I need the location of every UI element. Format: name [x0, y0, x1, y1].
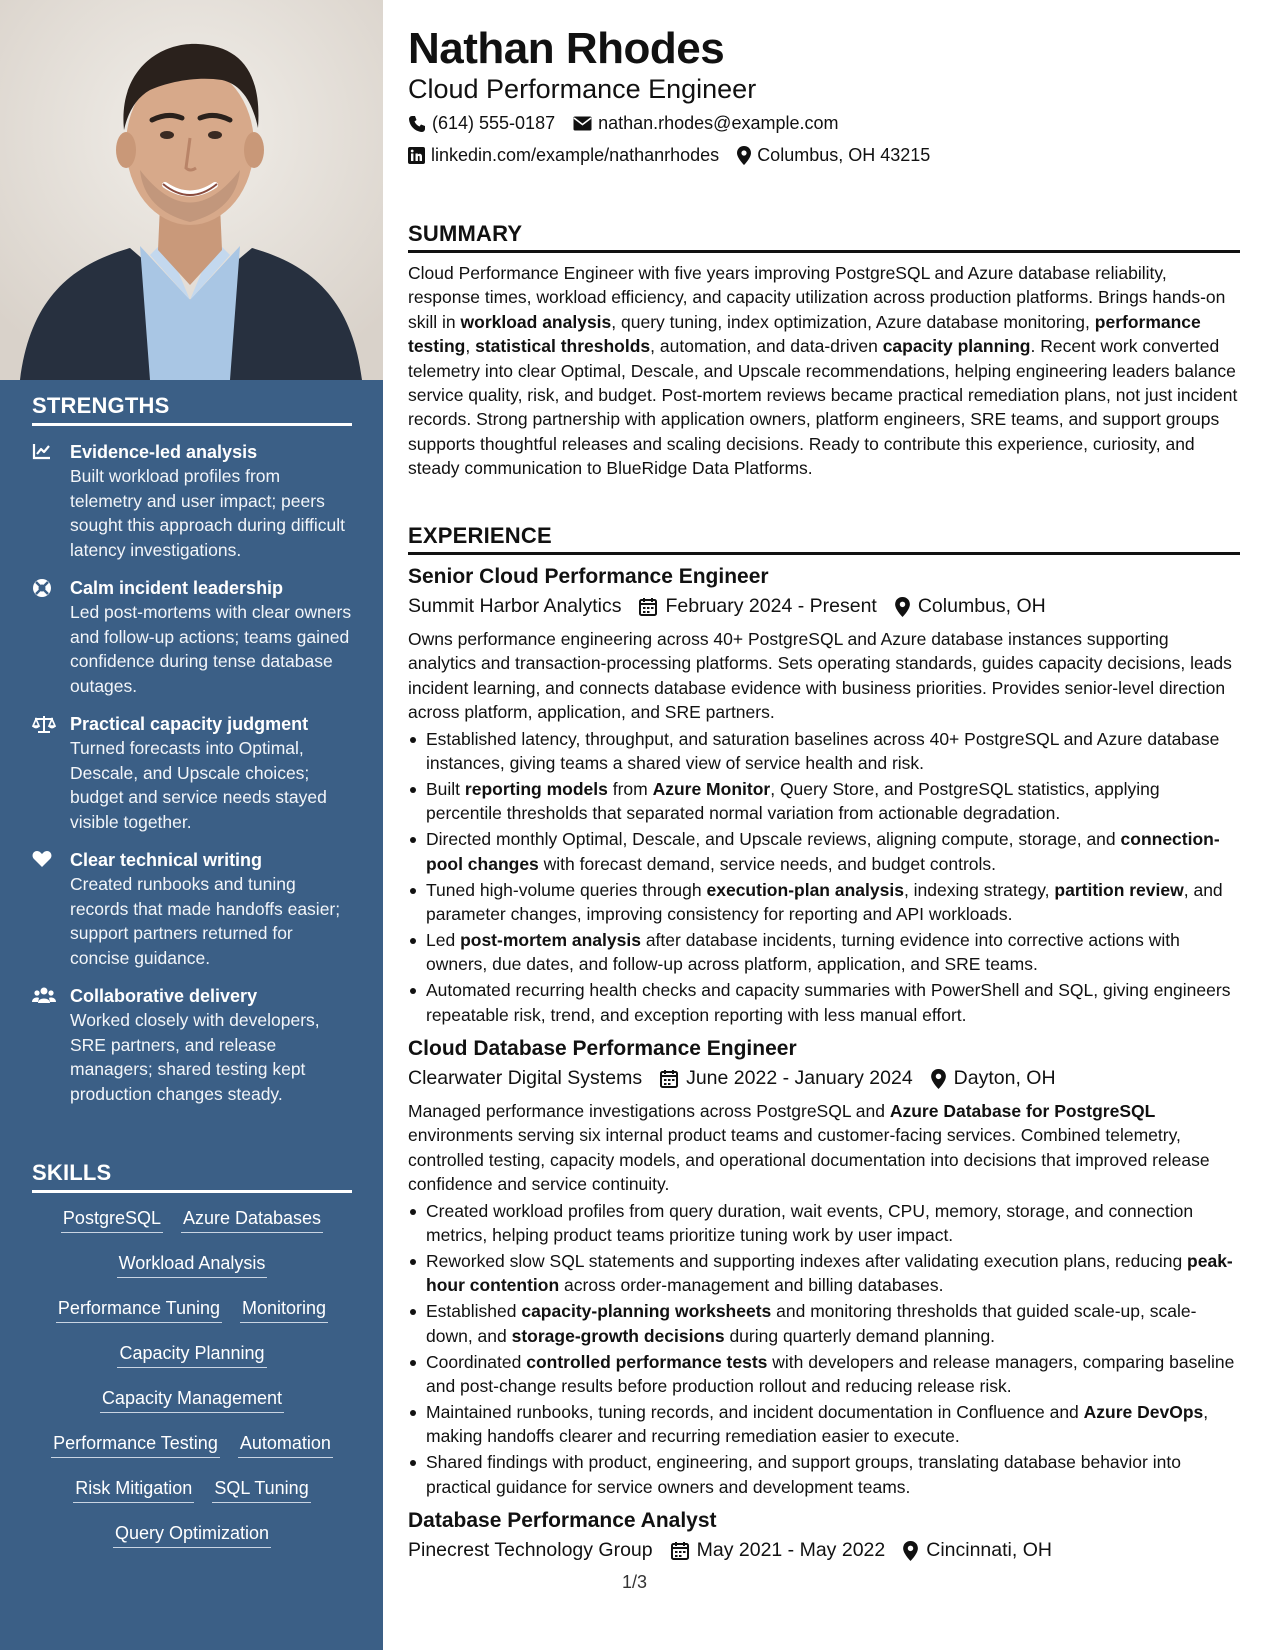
- phone-icon: [408, 115, 426, 133]
- job-description: Owns performance engineering across 40+ PostgreSQL and Azure database instances supporting analytics and transaction-processing platforms. Sets operating standards, guides capacity decisions, leads incident learning, and connects database evidence with business priorities. Provides senior-level direction across platform, application, and SRE partners.: [408, 629, 1232, 723]
- job-meta: [408, 1539, 1240, 1562]
- skill-tag: Monitoring: [240, 1295, 328, 1323]
- linkedin-link[interactable]: linkedin.com/example/nathanrhodes: [431, 145, 720, 165]
- skill-row: [32, 1340, 352, 1385]
- strength-title: Evidence-led analysis: [70, 442, 258, 462]
- location-text: Columbus, OH 43215: [757, 145, 931, 165]
- job-entry: [408, 1037, 1240, 1499]
- summary-text: Cloud Performance Engineer with five years improving PostgreSQL and Azure database reliability, response times, workload efficiency, and capacity utilization across production platforms. Brings hands-on skill in workload analysis, query tuning, index optimization, Azure database monitoring, performance testing, statistical thresholds, automation, and data-driven capacity planning. Recent work converted telemetry into clear Optimal, Descale, and Upscale recommendations, helping engineering leaders balance service quality, risk, and budget. Post-mortem reviews became practical remediation plans, not just incident records. Strong partnership with application owners, platform engineers, SRE teams, and support groups supports thoughtful releases and scaling decisions. Ready to contribute this experience, curiosity, and steady communication to BlueRidge Data Platforms.: [408, 263, 1238, 479]
- strengths-section: [32, 393, 352, 1106]
- strength-title: Clear technical writing: [70, 850, 263, 870]
- candidate-name: Nathan Rhodes: [408, 24, 725, 73]
- job-location: Cincinnati, OH: [926, 1539, 1052, 1561]
- skill-row: [32, 1295, 352, 1340]
- map-pin-icon: [903, 1541, 918, 1561]
- skill-row: [32, 1205, 352, 1250]
- job-role: Cloud Database Performance Engineer: [408, 1037, 797, 1060]
- linkedin-icon: [408, 147, 425, 164]
- job-role: Senior Cloud Performance Engineer: [408, 565, 769, 588]
- strength-item: [32, 848, 352, 970]
- job-list: [408, 565, 1240, 1562]
- skill-row: [32, 1250, 352, 1295]
- strength-title: Practical capacity judgment: [70, 714, 309, 734]
- envelope-icon: [573, 116, 592, 131]
- heart-icon: [32, 848, 70, 970]
- skill-tag: Workload Analysis: [117, 1250, 268, 1278]
- experience-section: [408, 523, 1240, 1562]
- job-dates: February 2024 - Present: [665, 595, 877, 617]
- list-item: Shared findings with product, engineering, and support groups, translating database behavior into practical guidance for service owners and development teams.: [408, 1450, 1240, 1499]
- phone-number[interactable]: (614) 555-0187: [432, 113, 556, 133]
- summary-heading: SUMMARY: [408, 221, 1240, 253]
- life-ring-icon: [32, 576, 70, 698]
- job-location: Columbus, OH: [917, 595, 1046, 617]
- list-item: Led post-mortem analysis after database incidents, turning evidence into corrective actions with owners, due dates, and follow-up across platform, application, and SRE teams.: [408, 928, 1240, 977]
- job-entry: [408, 565, 1240, 1027]
- skill-tag: Azure Databases: [181, 1205, 323, 1233]
- summary-section: [408, 221, 1240, 481]
- skill-row: [32, 1475, 352, 1520]
- strength-title: Calm incident leadership: [70, 578, 284, 598]
- strength-text: Worked closely with developers, SRE partners, and release managers; shared testing kept production changes steady.: [70, 1010, 320, 1104]
- job-entry: [408, 1509, 1240, 1562]
- job-dates: June 2022 - January 2024: [686, 1067, 913, 1089]
- list-item: Maintained runbooks, tuning records, and incident documentation in Confluence and Azure DevOps, making handoffs clearer and recurring remediation easier to execute.: [408, 1400, 1240, 1449]
- skill-row: [32, 1385, 352, 1430]
- calendar-icon: [660, 1069, 678, 1088]
- job-company: Pinecrest Technology Group: [408, 1539, 653, 1561]
- list-item: Built reporting models from Azure Monitor, Query Store, and PostgreSQL statistics, applying percentile thresholds that separated normal variation from actionable degradation.: [408, 777, 1240, 826]
- strength-item: [32, 576, 352, 698]
- list-item: Coordinated controlled performance tests with developers and release managers, comparing baseline and post-change results before production rollout and reducing release risk.: [408, 1350, 1240, 1399]
- list-item: Reworked slow SQL statements and supporting indexes after validating execution plans, reducing peak-hour contention across order-management and billing databases.: [408, 1249, 1240, 1298]
- contact-row-1: [408, 113, 839, 134]
- skills-heading: SKILLS: [32, 1160, 352, 1193]
- skill-tag: Risk Mitigation: [73, 1475, 194, 1503]
- strength-text: Turned forecasts into Optimal, Descale, and Upscale choices; budget and service needs stayed visible together.: [70, 738, 327, 832]
- skill-tag: Capacity Management: [100, 1385, 284, 1413]
- map-pin-icon: [931, 1069, 946, 1089]
- strength-item: [32, 440, 352, 562]
- list-item: Tuned high-volume queries through execution-plan analysis, indexing strategy, partition review, and parameter changes, improving consistency for reporting and API workloads.: [408, 878, 1240, 927]
- users-icon: [32, 984, 70, 1106]
- job-company: Clearwater Digital Systems: [408, 1067, 643, 1089]
- strengths-heading: STRENGTHS: [32, 393, 352, 426]
- chart-line-icon: [32, 440, 70, 562]
- sidebar: [0, 0, 383, 1650]
- job-bullets: [408, 1199, 1240, 1499]
- contact-row-2: [408, 145, 930, 166]
- job-bullets: [408, 727, 1240, 1027]
- strength-item: [32, 984, 352, 1106]
- skills-section: [32, 1160, 352, 1565]
- job-description: Managed performance investigations across PostgreSQL and Azure Database for PostgreSQL environments serving six internal product teams and customer-facing services. Combined telemetry, controlled testing, capacity models, and operational documentation into decisions that improved release confidence and service continuity.: [408, 1101, 1210, 1195]
- job-location: Dayton, OH: [953, 1067, 1056, 1089]
- job-role: Database Performance Analyst: [408, 1509, 717, 1532]
- scale-icon: [32, 712, 70, 834]
- page-number: 1/3: [622, 1572, 648, 1592]
- job-company: Summit Harbor Analytics: [408, 595, 622, 617]
- strength-text: Led post-mortems with clear owners and follow-up actions; teams gained confidence during tense database outages.: [70, 602, 352, 696]
- strength-title: Collaborative delivery: [70, 986, 258, 1006]
- list-item: Created workload profiles from query duration, wait events, CPU, memory, storage, and connection metrics, helping product teams prioritize tuning work by user impact.: [408, 1199, 1240, 1248]
- experience-heading: EXPERIENCE: [408, 523, 1240, 555]
- strength-item: [32, 712, 352, 834]
- job-dates: May 2021 - May 2022: [696, 1539, 886, 1561]
- list-item: Established capacity-planning worksheets and monitoring thresholds that guided scale-up, scale-down, and storage-growth decisions during quarterly demand planning.: [408, 1299, 1240, 1348]
- skills-list: [32, 1205, 352, 1565]
- map-pin-icon: [737, 146, 751, 165]
- skill-tag: Performance Tuning: [56, 1295, 222, 1323]
- skill-tag: PostgreSQL: [61, 1205, 163, 1233]
- list-item: Established latency, throughput, and saturation baselines across 40+ PostgreSQL and Azure database instances, giving teams a shared view of service health and risk.: [408, 727, 1240, 776]
- job-meta: [408, 1067, 1240, 1090]
- skill-row: [32, 1520, 352, 1565]
- map-pin-icon: [895, 597, 910, 617]
- candidate-title: Cloud Performance Engineer: [408, 74, 757, 104]
- skill-tag: Capacity Planning: [117, 1340, 266, 1368]
- skill-tag: SQL Tuning: [212, 1475, 310, 1503]
- skill-tag: Automation: [238, 1430, 333, 1458]
- calendar-icon: [639, 597, 657, 616]
- skill-tag: Query Optimization: [113, 1520, 271, 1548]
- skill-row: [32, 1430, 352, 1475]
- strength-text: Built workload profiles from telemetry and user impact; peers sought this approach during difficult latency investigations.: [70, 466, 345, 560]
- calendar-icon: [671, 1541, 689, 1560]
- strength-text: Created runbooks and tuning records that made handoffs easier; support partners returned for concise guidance.: [70, 874, 341, 968]
- email-link[interactable]: nathan.rhodes@example.com: [598, 113, 839, 133]
- profile-photo: [0, 0, 383, 380]
- skill-tag: Performance Testing: [51, 1430, 220, 1458]
- list-item: Automated recurring health checks and capacity summaries with PowerShell and SQL, giving engineers repeatable risk, trend, and exception reporting with less manual effort.: [408, 978, 1240, 1027]
- job-meta: [408, 595, 1240, 618]
- list-item: Directed monthly Optimal, Descale, and Upscale reviews, aligning compute, storage, and connection-pool changes with forecast demand, service needs, and budget controls.: [408, 827, 1240, 876]
